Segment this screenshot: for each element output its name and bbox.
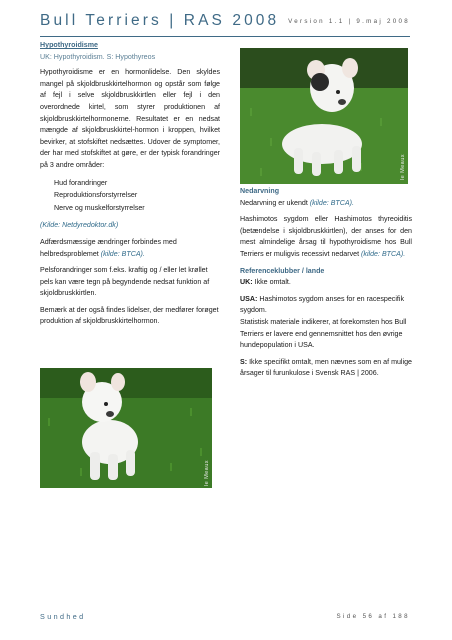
s-label: S:: [240, 357, 248, 366]
paragraph-behaviour: [40, 237, 220, 260]
uk-text: Ikke omtalt.: [254, 278, 291, 287]
source-btca: (kilde: BTCA).: [309, 198, 354, 207]
nedarvning-text: Nedarvning er ukendt: [240, 198, 308, 207]
puppy-image-bottom: [40, 368, 212, 488]
uk-label: UK:: [240, 278, 253, 287]
section-heading-nedarvning: Nedarvning: [240, 187, 280, 195]
document-version: Version 1.1 | 9.maj 2008: [288, 18, 410, 25]
hashimoto-text: Hashimotos sygdom eller Hashimotos thyreoiditis (betændelse i skjoldbruskkirtlen), der anses for den mest almindelige årsag til hypothyroidisme hos Bull Terriers er muligvis recessivt nedarvet: [240, 215, 412, 258]
paragraph-coat: Pelsforandringer som f.eks. kraftig og / eller let krøllet pels kan være tegn på begyndende nedsat funktion af skjoldbruskkirtlen.: [40, 266, 210, 298]
page-header: [40, 12, 410, 38]
s-text: Ikke specifikt omtalt, men nævnes som en af mulige årsager til furunkulose i Svensk RAS | 2006.: [240, 357, 412, 378]
list-item: Nerve og muskelforstyrrelser: [54, 203, 145, 212]
header-rule: [40, 36, 410, 37]
photo-credit-bottom: le Meaux: [204, 460, 210, 486]
photo-credit-top: le Meaux: [400, 154, 406, 180]
footer-section-name: Sundhed: [40, 612, 86, 621]
paragraph-sweden: [240, 357, 412, 380]
puppy-photo-bottom: [40, 368, 212, 488]
section-subheading: UK: Hypothyroidism. S: Hypothyreos: [40, 52, 156, 61]
document-title: Bull Terriers | RAS 2008: [40, 12, 280, 29]
paragraph-usa-stats: Statistisk materiale indikerer, at forekomsten hos Bull Terriers er lavere end gennemsnittet hos den øvrige hundepopulation i USA.: [240, 317, 407, 350]
paragraph-uk: [240, 277, 412, 289]
usa-text: Hashimotos sygdom anses for en racespecifik sygdom.: [240, 294, 405, 315]
puppy-image-top: [240, 48, 408, 184]
right-column: [240, 186, 412, 385]
left-column: [40, 40, 220, 333]
footer-page-number: Side 56 af 188: [336, 613, 410, 620]
puppy-photo-top: [240, 48, 408, 184]
paragraph-nedarvning: [240, 198, 412, 210]
paragraph-intro: Hypothyroidisme er en hormonlidelse. Den skyldes mangel på skjoldbruskkirtelhormon og opstår som følge af fejl i selve skjoldbruskkirtlen eller fejl i den overordnede kirtel, som styrer produktionen af skjoldbruskkirtelhormonerne. Resultatet er en nedsat mængde af skjoldbruskkirtel-hormon i kroppen, hvilket bevirker, at stofskiftet nedsættes. Udover de symptomer, der har med stofskiftet at gøre, er der typisk forandringer på 3 andre områder:: [40, 68, 220, 169]
paragraph-hashimoto: [240, 214, 412, 260]
paragraph-behaviour-text: Adfærdsmæssige ændringer forbindes med helbredsproblemet: [40, 237, 177, 258]
source-btca: (kilde: BTCA).: [361, 249, 406, 258]
paragraph-usa: [240, 294, 412, 317]
list-item: Reproduktionsforstyrrelser: [54, 191, 138, 200]
section-heading-referenceklubber: Referenceklubber / lande: [240, 266, 325, 275]
symptom-list: [40, 177, 220, 215]
paragraph-note: Bemærk at der også findes lidelser, der medfører forøget produktion af skjoldbruskkirtelhormon.: [40, 305, 219, 326]
source-btca: (kilde: BTCA).: [100, 249, 145, 258]
usa-label: USA:: [240, 294, 258, 303]
section-heading-hypothyroidisme: Hypothyroidisme: [40, 41, 98, 49]
source-netdyredoktor: (Kilde: Netdyredoktor.dk): [40, 221, 119, 230]
list-item: Hud forandringer: [54, 178, 108, 187]
